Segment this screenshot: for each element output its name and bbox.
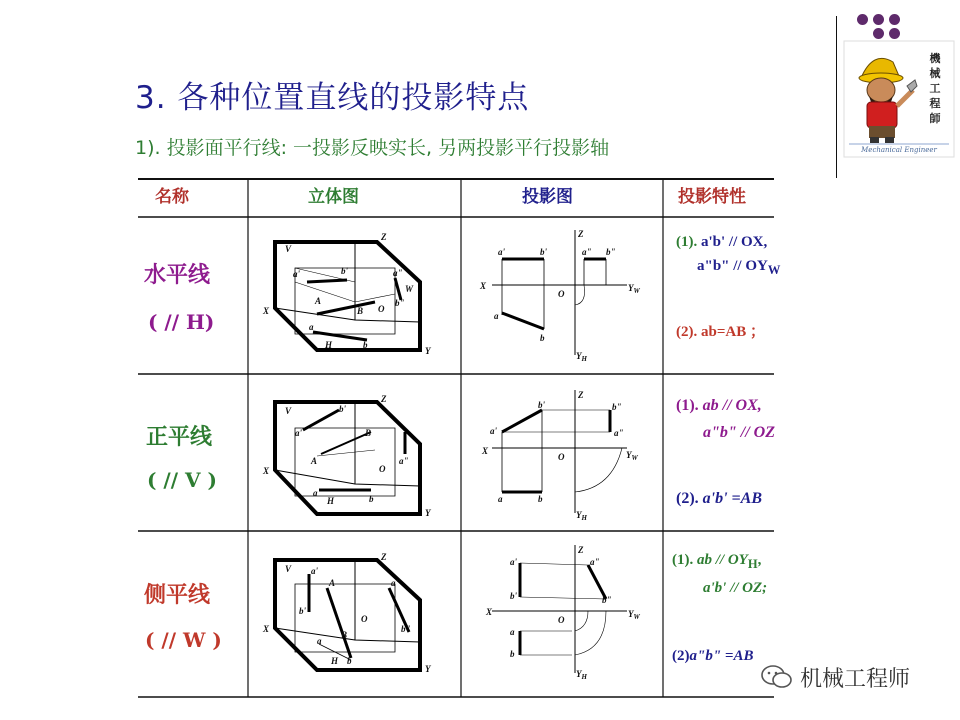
row2-prop1-line2 <box>703 424 775 442</box>
r3-label-b1: b' <box>299 606 307 616</box>
logo-char: 械 <box>929 67 941 80</box>
row3-prop1-a-sub: H <box>747 557 758 571</box>
row3-prop2 <box>672 648 753 665</box>
divider-line <box>836 16 837 178</box>
p2-label-X: X <box>482 446 489 456</box>
row3-prop1-line2 <box>703 580 767 597</box>
r2-label-a2: a" <box>399 456 409 466</box>
p1-label-YH: $Y_H$ <box>576 351 587 363</box>
p1-label-a: a <box>494 311 499 321</box>
p3-label-O: O <box>558 615 565 625</box>
p3-label-b: b <box>510 649 515 659</box>
row1-prop2 <box>676 320 765 341</box>
logo-text <box>930 51 942 125</box>
p3-label-X: X <box>486 607 493 617</box>
label-a1: a' <box>293 269 301 279</box>
label-Y: Y <box>425 346 431 356</box>
watermark-text: 机械工程师 <box>800 667 911 692</box>
r2-label-O: O <box>379 464 386 474</box>
p1-label-YW: $Y_W$ <box>628 283 640 295</box>
p3-label-Z: Z <box>578 545 584 555</box>
slide-subtitle: 1). 投影面平行线: 一投影反映实长, 另两投影平行投影轴 <box>135 137 610 159</box>
p1-label-X: X <box>480 281 487 291</box>
row2-projection-diagram <box>472 388 652 523</box>
r2-label-b: b <box>369 494 374 504</box>
row1-prop1-b: a"b" // OY <box>697 258 768 274</box>
r3-label-V: V <box>285 564 292 574</box>
row1-prop1 <box>676 234 767 251</box>
r3-label-Z: Z <box>381 552 387 562</box>
p2-label-YW: $Y_W$ <box>626 450 638 462</box>
row1-3d-diagram <box>255 222 455 367</box>
row3-prop2-text: a"b" =AB <box>689 648 754 664</box>
logo-char: 程 <box>929 97 941 110</box>
r3-label-O: O <box>361 614 368 624</box>
row1-prop1-a: a'b' // OX, <box>701 234 768 250</box>
row2-prop2-text: a'b' =AB <box>702 490 763 507</box>
row3-prop1-num: (1). <box>672 552 697 568</box>
p3-label-b2: b" <box>602 595 612 605</box>
r3-label-a2: a" <box>391 578 401 588</box>
r2-label-X: X <box>263 466 270 476</box>
r2-label-A: A <box>311 456 318 466</box>
label-a: a <box>309 322 314 332</box>
logo-caption: Mechanical Engineer <box>861 146 937 154</box>
p2-label-b2: b" <box>612 402 622 412</box>
r3-label-a1: a' <box>311 566 319 576</box>
row2-prop2-num: (2). <box>676 490 703 507</box>
logo-char: 師 <box>929 112 941 125</box>
logo-char: 工 <box>929 82 941 95</box>
r2-label-B: B <box>365 428 372 438</box>
label-B: B <box>357 306 364 316</box>
row3-prop1 <box>672 552 761 572</box>
p1-label-O: O <box>558 289 565 299</box>
r2-label-Y: Y <box>425 508 431 518</box>
row2-3d-diagram <box>255 392 455 522</box>
header-3d-view: 立体图 <box>308 187 359 207</box>
row1-projection-diagram <box>472 225 652 365</box>
r3-label-a: a <box>317 636 322 646</box>
label-Z: Z <box>381 232 387 242</box>
row2-name: 正平线 <box>146 425 213 450</box>
row1-prop1-line2 <box>697 258 780 278</box>
r2-label-a1: a' <box>295 428 303 438</box>
row3-prop1-a: ab // OY <box>697 552 748 568</box>
projection-table <box>138 178 774 698</box>
label-O: O <box>378 304 385 314</box>
r3-label-b2: b" <box>401 624 411 634</box>
r3-label-X: X <box>263 624 270 634</box>
p2-label-a1: a' <box>490 426 498 436</box>
slide-title: 3. 各种位置直线的投影特点 <box>135 80 530 116</box>
row3-prop1-a-tail: , <box>757 552 762 568</box>
row2-prop1-num: (1). <box>676 397 703 414</box>
p3-label-b1: b' <box>510 591 518 601</box>
label-b2: b" <box>395 298 405 308</box>
row1-symbol: ( // H) <box>148 310 215 334</box>
row2-prop1 <box>676 397 762 415</box>
p1-label-Z: Z <box>578 229 584 239</box>
r3-label-Y: Y <box>425 664 431 674</box>
header-name: 名称 <box>155 187 189 207</box>
header-property: 投影特性 <box>678 187 746 207</box>
p2-label-a: a <box>498 494 503 504</box>
p3-label-a: a <box>510 627 515 637</box>
p1-label-b1: b' <box>540 247 548 257</box>
header-projection: 投影图 <box>522 187 573 207</box>
r2-label-V: V <box>285 406 292 416</box>
row2-prop1-a: ab // OX, <box>702 397 762 414</box>
r3-label-A: A <box>329 578 336 588</box>
p1-label-a1: a' <box>498 247 506 257</box>
row1-prop1-num: (1). <box>676 234 701 250</box>
r3-label-B: B <box>341 630 348 640</box>
label-b1: b' <box>341 266 349 276</box>
p1-label-a2: a" <box>582 247 592 257</box>
row3-projection-diagram <box>472 543 652 683</box>
p3-label-a1: a' <box>510 557 518 567</box>
r3-label-H: H <box>331 656 339 666</box>
r3-label-b: b <box>347 656 352 666</box>
row1-prop2-text: ab=AB ； <box>701 324 765 340</box>
p2-label-a2: a" <box>614 428 624 438</box>
p3-label-a2: a" <box>590 557 600 567</box>
r2-label-Z: Z <box>381 394 387 404</box>
label-a2: a" <box>393 268 403 278</box>
r2-label-a: a <box>313 488 318 498</box>
logo-char: 機 <box>929 52 941 65</box>
p2-label-b1: b' <box>538 400 546 410</box>
p2-label-b: b <box>538 494 543 504</box>
r2-label-b1: b' <box>339 404 347 414</box>
row1-prop1-b-sub: W <box>767 263 781 277</box>
row2-prop2 <box>676 490 762 508</box>
p3-label-YH: $Y_H$ <box>576 669 587 681</box>
label-A: A <box>315 296 322 306</box>
p2-label-Z: Z <box>578 390 584 400</box>
row1-prop2-num: (2). <box>676 324 701 340</box>
p1-label-b2: b" <box>606 247 616 257</box>
label-b: b <box>363 340 368 350</box>
p3-label-YW: $Y_W$ <box>628 609 640 621</box>
p1-label-b: b <box>540 333 545 343</box>
row2-symbol: ( // V ) <box>147 468 217 492</box>
label-V: V <box>285 244 292 254</box>
row3-name: 侧平线 <box>144 583 211 608</box>
label-X: X <box>263 306 270 316</box>
row3-prop2-num: (2) <box>672 648 690 664</box>
row3-3d-diagram <box>255 548 455 678</box>
engineer-logo <box>843 40 955 158</box>
row3-prop1-b: a'b' // OZ; <box>703 580 768 596</box>
label-H: H <box>325 340 333 350</box>
row2-prop1-b: a"b" // OZ <box>703 424 775 441</box>
wechat-icon <box>760 664 794 690</box>
p2-label-YH: $Y_H$ <box>576 510 587 522</box>
row3-symbol: ( // W ) <box>145 628 222 652</box>
r2-label-H: H <box>327 496 335 506</box>
label-W: W <box>405 284 414 294</box>
p2-label-O: O <box>558 452 565 462</box>
row1-name: 水平线 <box>144 263 211 288</box>
